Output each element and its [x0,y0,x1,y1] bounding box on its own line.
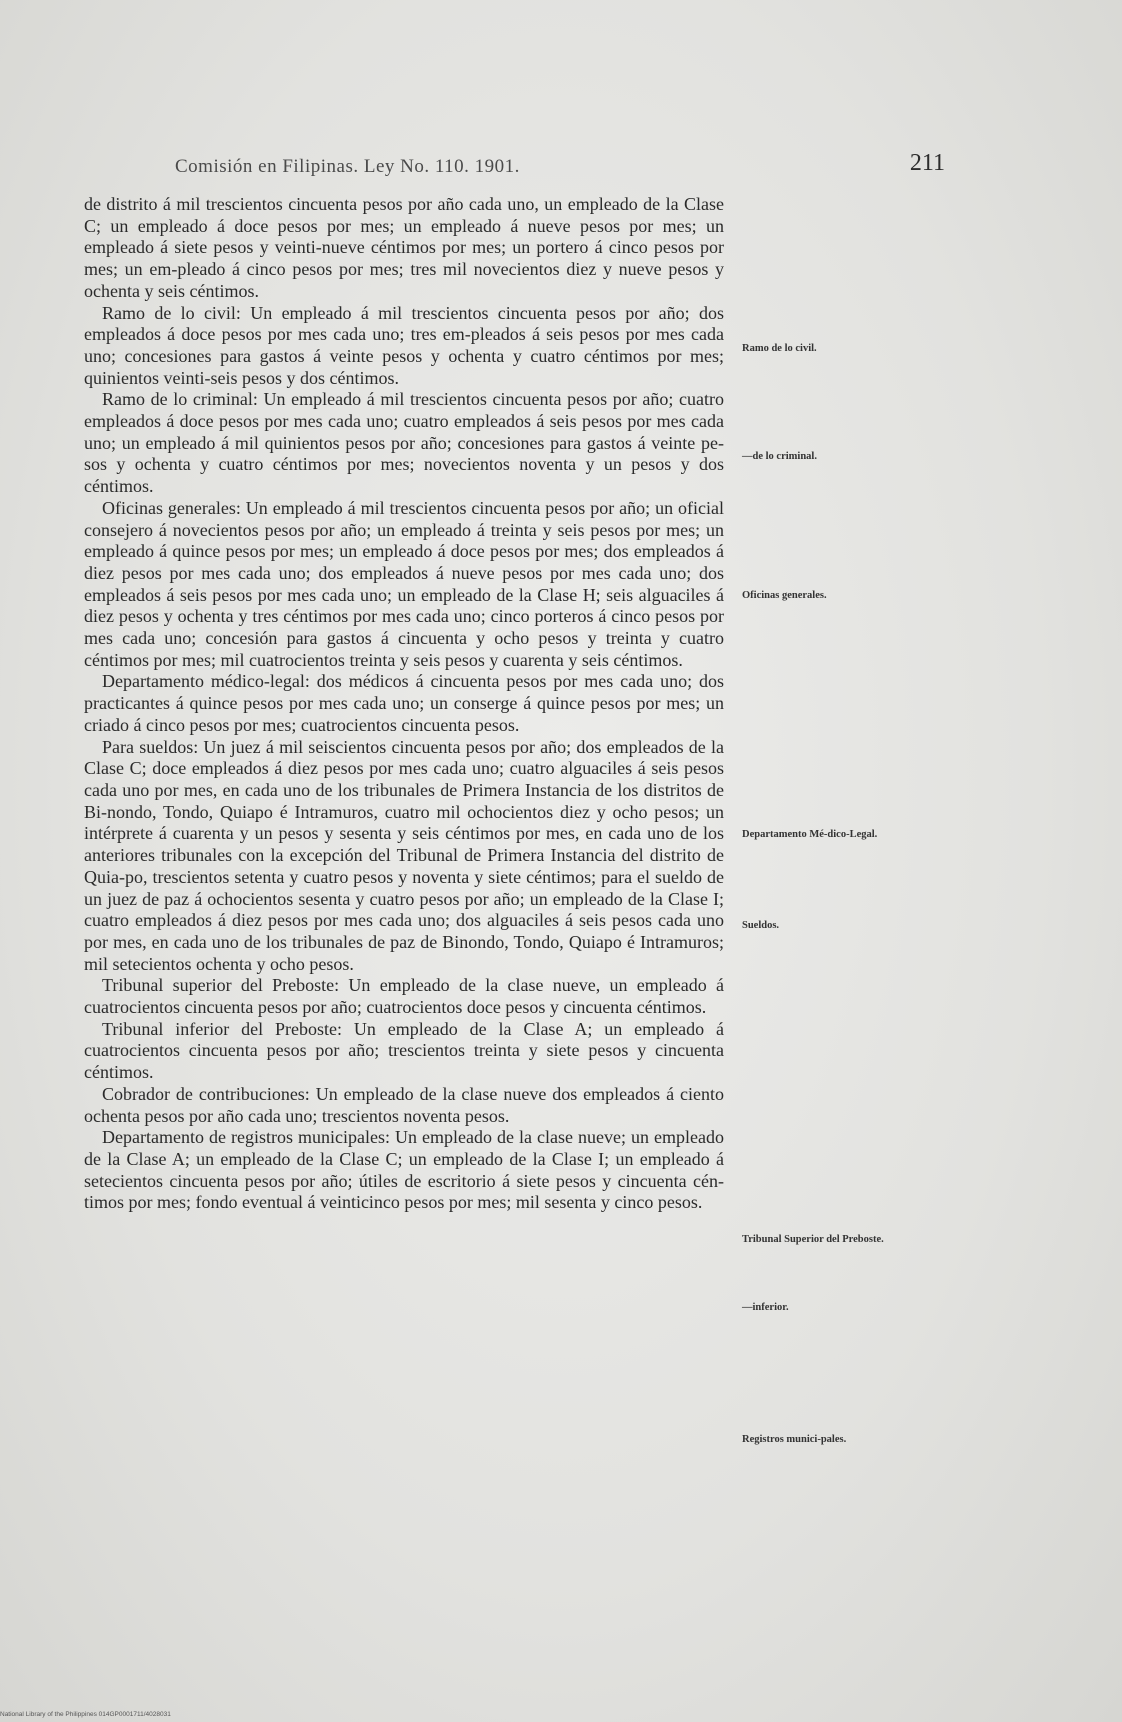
margin-note-medico-legal: Departamento Mé-dico-Legal. [742,829,878,840]
margin-note-oficinas-generales: Oficinas generales. [742,590,827,601]
margin-note-inferior: —inferior. [742,1302,789,1313]
margin-note-registros: Registros munici-pales. [742,1434,847,1445]
paragraph-oficinas-generales: Oficinas generales: Un empleado á mil trescientos cincuenta pesos por año; un oficial consejero á novecientos pesos por año; un empleado á treinta y seis pesos por mes; un empleado á quince pesos por mes; un empleado á doce pesos por mes; dos empleados á diez pesos por mes cada uno; dos empleados á nueve pesos por mes cada uno; dos empleados á seis pesos por mes cada uno; un empleado de la Clase H; seis alguaciles á diez pesos y ochenta y tres céntimos por mes cada uno; cinco porteros á cinco pesos por mes cada uno; concesión para gastos á cincuenta y ocho pesos y treinta y cuatro céntimos por mes; mil cuatrocientos treinta y seis pesos y cuarenta y seis céntimos. [84,497,724,670]
page-number: 211 [909,150,945,176]
paragraph-registros-municipales: Departamento de registros municipales: Un empleado de la clase nueve; un empleado de la Clase A; un empleado de la Clase C; un empleado de la Clase I; un empleado á setecientos cincuenta pesos por año; útiles de escritorio á siete pesos y cincuenta cén-timos por mes; fondo eventual á veinticinco pesos por mes; mil sesenta y cinco pesos. [84,1127,724,1213]
paragraph-medico-legal: Departamento médico-legal: dos médicos á cincuenta pesos por mes cada uno; dos practicantes á quince pesos por mes cada uno; un conserge á quince pesos por mes; un criado á cinco pesos por mes; cuatrocientos cincuenta pesos. [84,671,724,735]
law-text-body [84,194,724,1214]
paragraph-ramo-civil: Ramo de lo civil: Un empleado á mil trescientos cincuenta pesos por año; dos empleados á doce pesos por mes cada uno; tres em-pleados á seis pesos por mes cada uno; concesiones para gastos á veinte pesos y ochenta y cuatro céntimos por mes; quinientos veinti-seis pesos y dos céntimos. [84,302,724,388]
paragraph-ramo-criminal: Ramo de lo criminal: Un empleado á mil trescientos cincuenta pesos por año; cuatro empleados á doce pesos por mes cada uno; cuatro empleados á seis pesos por mes cada uno; un empleado á mil quinientos pesos por año; concesiones para gastos á veinte pe-sos y ochenta y cuatro céntimos por mes; novecientos noventa y un pesos y dos céntimos. [84,389,724,497]
paragraph-sueldos: Para sueldos: Un juez á mil seiscientos cincuenta pesos por año; dos empleados de la Clase C; doce empleados á diez pesos por mes cada uno; cuatro alguaciles á seis pesos cada uno por mes, en cada uno de los tribunales de Primera Instancia de los distritos de Bi-nondo, Tondo, Quiapo é Intramuros, cuatro mil ochocientos diez y ocho pesos; un intérprete á cuarenta y un pesos y sesenta y seis céntimos por mes, en cada uno de los anteriores tribunales con la excepción del Tribunal de Primera Instancia del distrito de Quia-po, trescientos setenta y cuatro pesos y noventa y siete céntimos; para el sueldo de un juez de paz á ochocientos sesenta y cuatro pesos por año; un empleado de la Clase I; cuatro empleados á diez pesos por mes cada uno; dos alguaciles á seis pesos cada uno por mes, en cada uno de los tribunales de paz de Binondo, Tondo, Quiapo é Intramuros; mil setecientos ochenta y ocho pesos. [84,736,724,974]
running-head: Comisión en Filipinas. Ley No. 110. 1901. [175,156,520,177]
margin-note-sueldos: Sueldos. [742,920,780,931]
margin-note-ramo-civil: Ramo de lo civil. [742,343,817,354]
margin-note-criminal: —de lo criminal. [742,451,817,462]
scan-credit: National Library of the Philippines 014GP0001711/4028031 [0,1711,171,1718]
page-header [175,150,945,186]
paragraph-tribunal-superior: Tribunal superior del Preboste: Un empleado de la clase nueve, un empleado á cuatrocientos cincuenta pesos por año; cuatrocientos doce pesos y cincuenta céntimos. [84,975,724,1018]
paragraph-cobrador: Cobrador de contribuciones: Un empleado de la clase nueve dos empleados á ciento ochenta pesos por año cada uno; trescientos noventa pesos. [84,1083,724,1126]
paragraph-continuation: de distrito á mil trescientos cincuenta pesos por año cada uno, un empleado de la Clase C; un empleado á doce pesos por mes; un empleado á nueve pesos por mes; un empleado á siete pesos y veinti-nueve céntimos por mes; un portero á cinco pesos por mes; un em-pleado á cinco pesos por mes; tres mil novecientos diez y nueve pesos y ochenta y seis céntimos. [84,194,724,301]
margin-note-tribunal-superior: Tribunal Superior del Preboste. [742,1234,884,1245]
paragraph-tribunal-inferior: Tribunal inferior del Preboste: Un empleado de la Clase A; un empleado á cuatrocientos cincuenta pesos por año; trescientos treinta y siete pesos y cincuenta céntimos. [84,1018,724,1083]
